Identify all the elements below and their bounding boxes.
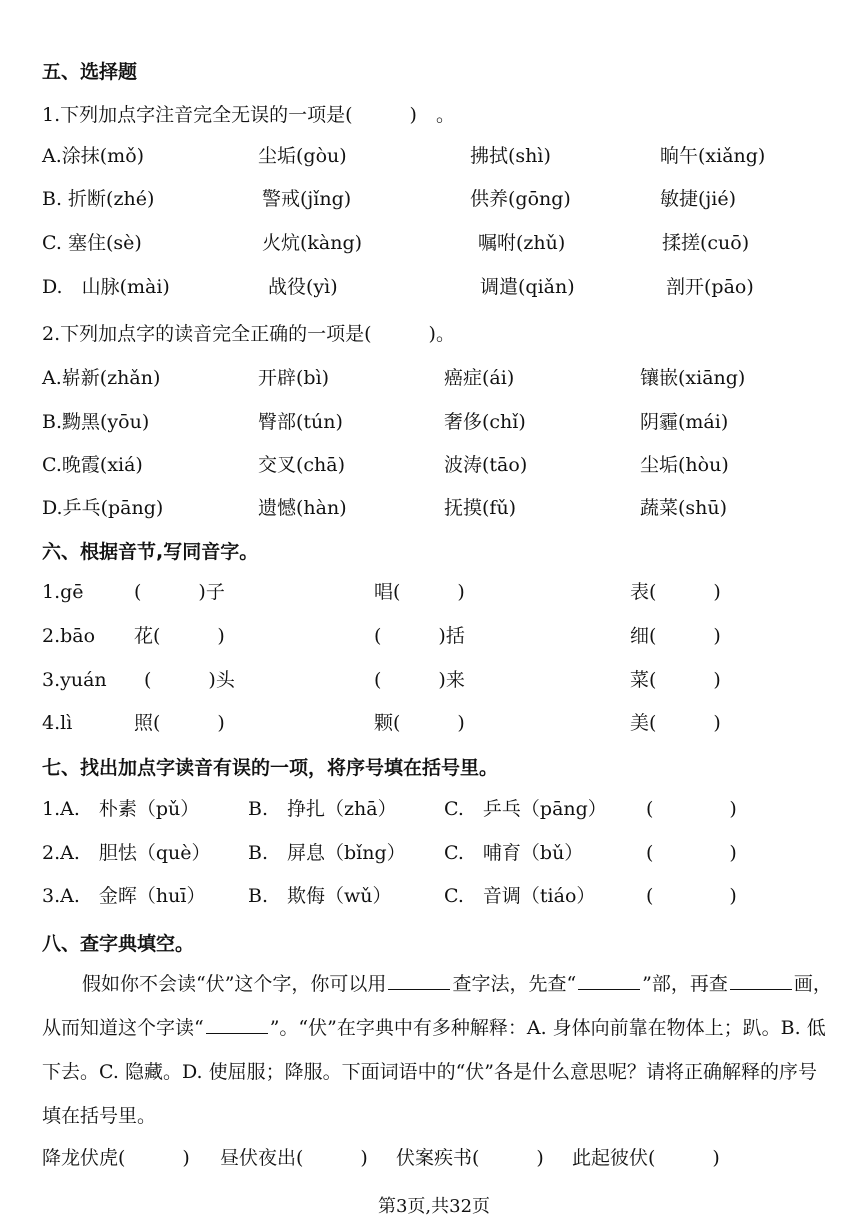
fill-blank[interactable] (206, 1013, 268, 1034)
syllable: 3.yuán (42, 669, 107, 691)
para-text: 查字法，先查“ (452, 973, 577, 995)
option-item: B.黝黑(yōu) (42, 411, 150, 433)
fill-item: 花( ) (134, 625, 225, 647)
idiom-item: 降龙伏虎( ) (42, 1147, 190, 1169)
option-item: 火炕(kàng) (262, 232, 363, 254)
s6-row (0, 578, 868, 608)
q1-stem-row (0, 101, 868, 131)
syllable: 4.lì (42, 712, 73, 734)
para-text: ”部，再查 (642, 973, 728, 995)
fill-item: 美( ) (630, 712, 721, 734)
option-item: 供养(gōng) (470, 188, 571, 210)
option-item: 晌午(xiǎng) (660, 145, 766, 167)
option-item: 拂拭(shì) (470, 145, 551, 167)
option-item: 调遣(qiǎn) (480, 276, 575, 298)
option-item: 阴霾(mái) (640, 411, 729, 433)
choice-item: 3.A. 金晖（huī） (42, 885, 206, 907)
s6-row (0, 622, 868, 652)
section-8-heading: 八、查字典填空。 (42, 933, 195, 955)
q1-option-c (0, 229, 868, 259)
q2-option-c (0, 451, 868, 481)
para-text: ”。“伏”在字典中有多种解释：A. 身体向前靠在物体上；趴。B. 低下去。C. 隐藏。D. 使屈服；降服。下面词语中的“伏”各是什么意思呢？请将正确解释的序号填在括号里。 (42, 1017, 826, 1127)
s8-items (0, 1144, 868, 1174)
option-item: D. 山脉(mài) (42, 276, 170, 298)
option-item: B. 折断(zhé) (42, 188, 155, 210)
q1-option-b (0, 185, 868, 215)
option-item: 开辟(bì) (258, 367, 330, 389)
idiom-item: 昼伏夜出( ) (220, 1147, 368, 1169)
choice-item: B. 屏息（bǐng） (248, 842, 406, 864)
fill-item: 唱( ) (374, 581, 465, 603)
section-5-heading: 五、选择题 (42, 61, 138, 83)
section-6-heading: 六、根据音节,写同音字。 (42, 541, 259, 563)
fill-item: 细( ) (630, 625, 721, 647)
option-item: C.晚霞(xiá) (42, 454, 143, 476)
choice-item: 1.A. 朴素（pǔ） (42, 798, 200, 820)
s6-row (0, 666, 868, 696)
fill-blank[interactable] (730, 969, 792, 990)
idiom-item: 伏案疾书( ) (396, 1147, 544, 1169)
fill-item: 表( ) (630, 581, 721, 603)
q1-option-a (0, 142, 868, 172)
fill-blank[interactable] (388, 969, 450, 990)
fill-item: 颗( ) (374, 712, 465, 734)
option-item: 嘱咐(zhǔ) (478, 232, 566, 254)
para-text: 画，从而知道这个字读“ (42, 973, 832, 1039)
option-item: 战役(yì) (268, 276, 338, 298)
section-7 (0, 754, 868, 784)
para-text: 假如你不会读“伏”这个字，你可以用 (82, 973, 387, 995)
section-8-paragraph (42, 962, 832, 1138)
fill-item: 照( ) (134, 712, 225, 734)
section-5 (0, 58, 868, 88)
choice-item: C. 乒乓（pāng） (444, 798, 607, 820)
option-item: A.涂抹(mǒ) (42, 145, 145, 167)
option-item: C. 塞住(sè) (42, 232, 142, 254)
option-item: 奢侈(chǐ) (444, 411, 526, 433)
option-item: 剖开(pāo) (666, 276, 754, 298)
fill-item: ( )括 (374, 625, 465, 647)
option-item: 尘垢(hòu) (640, 454, 729, 476)
option-item: 警戒(jǐng) (262, 188, 352, 210)
choice-item: C. 哺育（bǔ） (444, 842, 584, 864)
option-item: 揉搓(cuō) (662, 232, 750, 254)
q2-stem: 2.下列加点字的读音完全正确的一项是( )。 (42, 323, 455, 345)
q1-option-d (0, 273, 868, 303)
fill-item: ( )来 (374, 669, 465, 691)
option-item: 交叉(chā) (258, 454, 346, 476)
option-item: A.崭新(zhǎn) (42, 367, 161, 389)
s7-row (0, 795, 868, 825)
option-item: 蔬菜(shū) (640, 497, 728, 519)
q2-option-d (0, 494, 868, 524)
option-item: 遗憾(hàn) (258, 497, 347, 519)
option-item: 尘垢(gòu) (258, 145, 347, 167)
option-item: 臀部(tún) (258, 411, 343, 433)
fill-item: ( )头 (144, 669, 235, 691)
fill-item: 菜( ) (630, 669, 721, 691)
syllable: 2.bāo (42, 625, 96, 647)
option-item: 波涛(tāo) (444, 454, 528, 476)
idiom-item: 此起彼伏( ) (572, 1147, 720, 1169)
section-7-heading: 七、找出加点字读音有误的一项，将序号填在括号里。 (42, 757, 499, 779)
q1-stem: 1.下列加点字注音完全无误的一项是( ) 。 (42, 104, 455, 126)
q2-option-b (0, 408, 868, 438)
section-6 (0, 538, 868, 568)
page-footer: 第3页,共32页 (377, 1196, 491, 1217)
fill-blank[interactable] (578, 969, 640, 990)
answer-bracket: ( ) (646, 842, 737, 864)
option-item: 抚摸(fǔ) (444, 497, 517, 519)
option-item: D.乒乓(pāng) (42, 497, 164, 519)
option-item: 敏捷(jié) (660, 188, 737, 210)
q2-option-a (0, 364, 868, 394)
choice-item: C. 音调（tiáo） (444, 885, 596, 907)
s6-row (0, 709, 868, 739)
q2-stem-row (0, 320, 868, 350)
choice-item: B. 欺侮（wǔ） (248, 885, 392, 907)
s7-row (0, 839, 868, 869)
choice-item: 2.A. 胆怯（què） (42, 842, 211, 864)
option-item: 癌症(ái) (444, 367, 515, 389)
answer-bracket: ( ) (646, 798, 737, 820)
s7-row (0, 882, 868, 912)
answer-bracket: ( ) (646, 885, 737, 907)
fill-item: ( )子 (134, 581, 225, 603)
syllable: 1.gē (42, 581, 84, 603)
option-item: 镶嵌(xiāng) (640, 367, 746, 389)
choice-item: B. 挣扎（zhā） (248, 798, 397, 820)
section-8 (0, 930, 868, 960)
